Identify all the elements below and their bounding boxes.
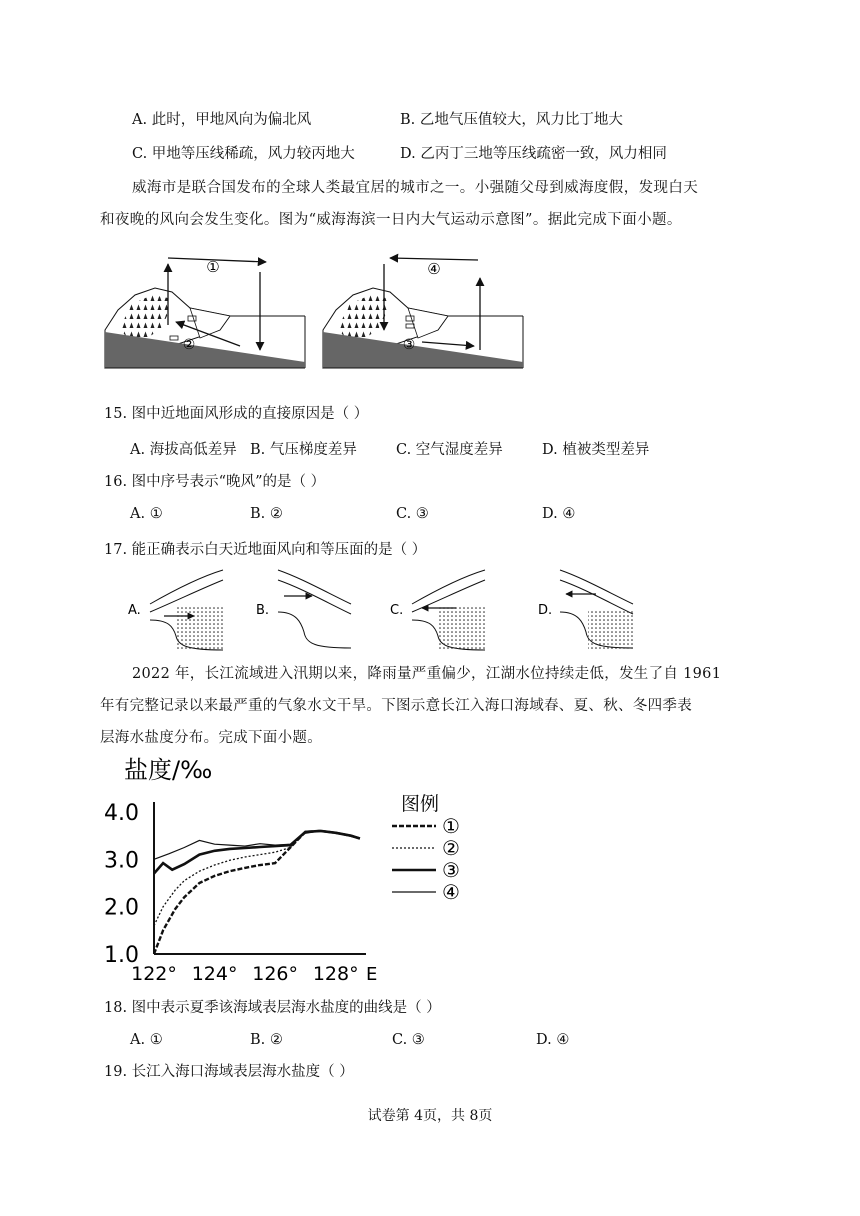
q17-label-b: B. — [256, 603, 270, 618]
q14-option-c[interactable]: C. 甲地等压线稀疏，风力较丙地大 — [132, 146, 355, 162]
q17-figure-b[interactable] — [256, 570, 351, 648]
q17-label-d: D. — [538, 603, 553, 618]
q14-option-b[interactable]: B. 乙地气压值较大，风力比丁地大 — [400, 112, 623, 128]
label-2: ② — [182, 337, 196, 353]
q16-option-c[interactable]: C. ③ — [396, 506, 429, 522]
passage1-line1: 威海市是联合国发布的全球人类最宜居的城市之一。小强随父母到威海度假，发现白天 — [132, 180, 699, 196]
q14-option-a[interactable]: A. 此时，甲地风向为偏北风 — [132, 112, 312, 128]
q16-option-a[interactable]: A. ① — [130, 506, 163, 522]
q18-option-b[interactable]: B. ② — [250, 1032, 283, 1048]
y-tick-label: 2.0 — [104, 895, 139, 921]
q17-figure-a[interactable] — [128, 570, 223, 650]
passage2-line1: 2022 年，长江流域进入汛期以来，降雨量严重偏少，江湖水位持续走低，发生了自 1961 — [132, 666, 722, 682]
y-tick-label: 3.0 — [104, 848, 139, 874]
q17-figure-c[interactable] — [390, 570, 485, 650]
x-tick-label: 122° — [131, 963, 177, 985]
label-1: ① — [206, 258, 220, 276]
page-footer: 试卷第 4页，共 8页 — [367, 1108, 493, 1124]
y-tick-label: 1.0 — [104, 943, 139, 968]
q17-stem: 17. 能正确表示白天近地面风向和等压面的是（ ） — [104, 542, 427, 558]
series-line-1 — [154, 831, 360, 954]
q15-stem: 15. 图中近地面风形成的直接原因是（ ） — [104, 406, 369, 422]
diagram-panel-left — [105, 258, 305, 368]
q15-option-d[interactable]: D. 植被类型差异 — [542, 442, 650, 458]
diagram-panel-right — [323, 258, 523, 368]
q15-option-a[interactable]: A. 海拔高低差异 — [130, 442, 237, 458]
x-tick-label: 128° — [312, 963, 359, 985]
q18-option-d[interactable]: D. ④ — [536, 1032, 570, 1048]
q15-option-c[interactable]: C. 空气湿度差异 — [396, 442, 503, 458]
q15-option-b[interactable]: B. 气压梯度差异 — [250, 442, 357, 458]
legend-label-4: ④ — [442, 880, 460, 904]
q18-option-c[interactable]: C. ③ — [392, 1032, 425, 1048]
chart-xlabel: E — [366, 964, 378, 985]
q18-option-a[interactable]: A. ① — [130, 1032, 163, 1048]
sea-breeze-diagram — [100, 250, 530, 375]
legend-label-1: ① — [442, 814, 460, 838]
q17-label-a: A. — [128, 603, 141, 618]
series-line-2 — [154, 831, 360, 926]
q17-figures — [128, 566, 648, 656]
legend-title: 图例 — [401, 793, 440, 815]
q16-option-b[interactable]: B. ② — [250, 506, 283, 522]
q18-stem: 18. 图中表示夏季该海域表层海水盐度的曲线是（ ） — [104, 1000, 441, 1016]
label-4: ④ — [427, 260, 441, 278]
passage2-line2: 年有完整记录以来最严重的气象水文干旱。下图示意长江入海口海域春、夏、秋、冬四季表 — [100, 698, 692, 714]
legend-label-2: ② — [442, 836, 460, 860]
q16-stem: 16. 图中序号表示“晚风”的是（ ） — [104, 474, 326, 490]
passage1-line2: 和夜晚的风向会发生变化。图为“威海海滨一日内大气运动示意图”。据此完成下面小题。 — [100, 212, 682, 228]
x-tick-label: 124° — [191, 963, 238, 985]
q16-option-d[interactable]: D. ④ — [542, 506, 576, 522]
label-3: ③ — [402, 337, 416, 353]
salinity-chart — [96, 752, 496, 992]
legend-label-3: ③ — [442, 858, 460, 882]
q14-option-d[interactable]: D. 乙丙丁三地等压线疏密一致，风力相同 — [400, 146, 667, 162]
q17-figure-d[interactable] — [538, 570, 633, 650]
y-tick-label: 4.0 — [104, 801, 139, 826]
series-line-3 — [154, 831, 360, 874]
passage2-line3: 层海水盐度分布。完成下面小题。 — [100, 730, 322, 746]
q17-label-c: C. — [390, 603, 404, 618]
chart-ylabel: 盐度/‰ — [124, 756, 213, 784]
q19-stem: 19. 长江入海口海域表层海水盐度（ ） — [104, 1064, 354, 1080]
x-tick-label: 126° — [252, 963, 299, 985]
